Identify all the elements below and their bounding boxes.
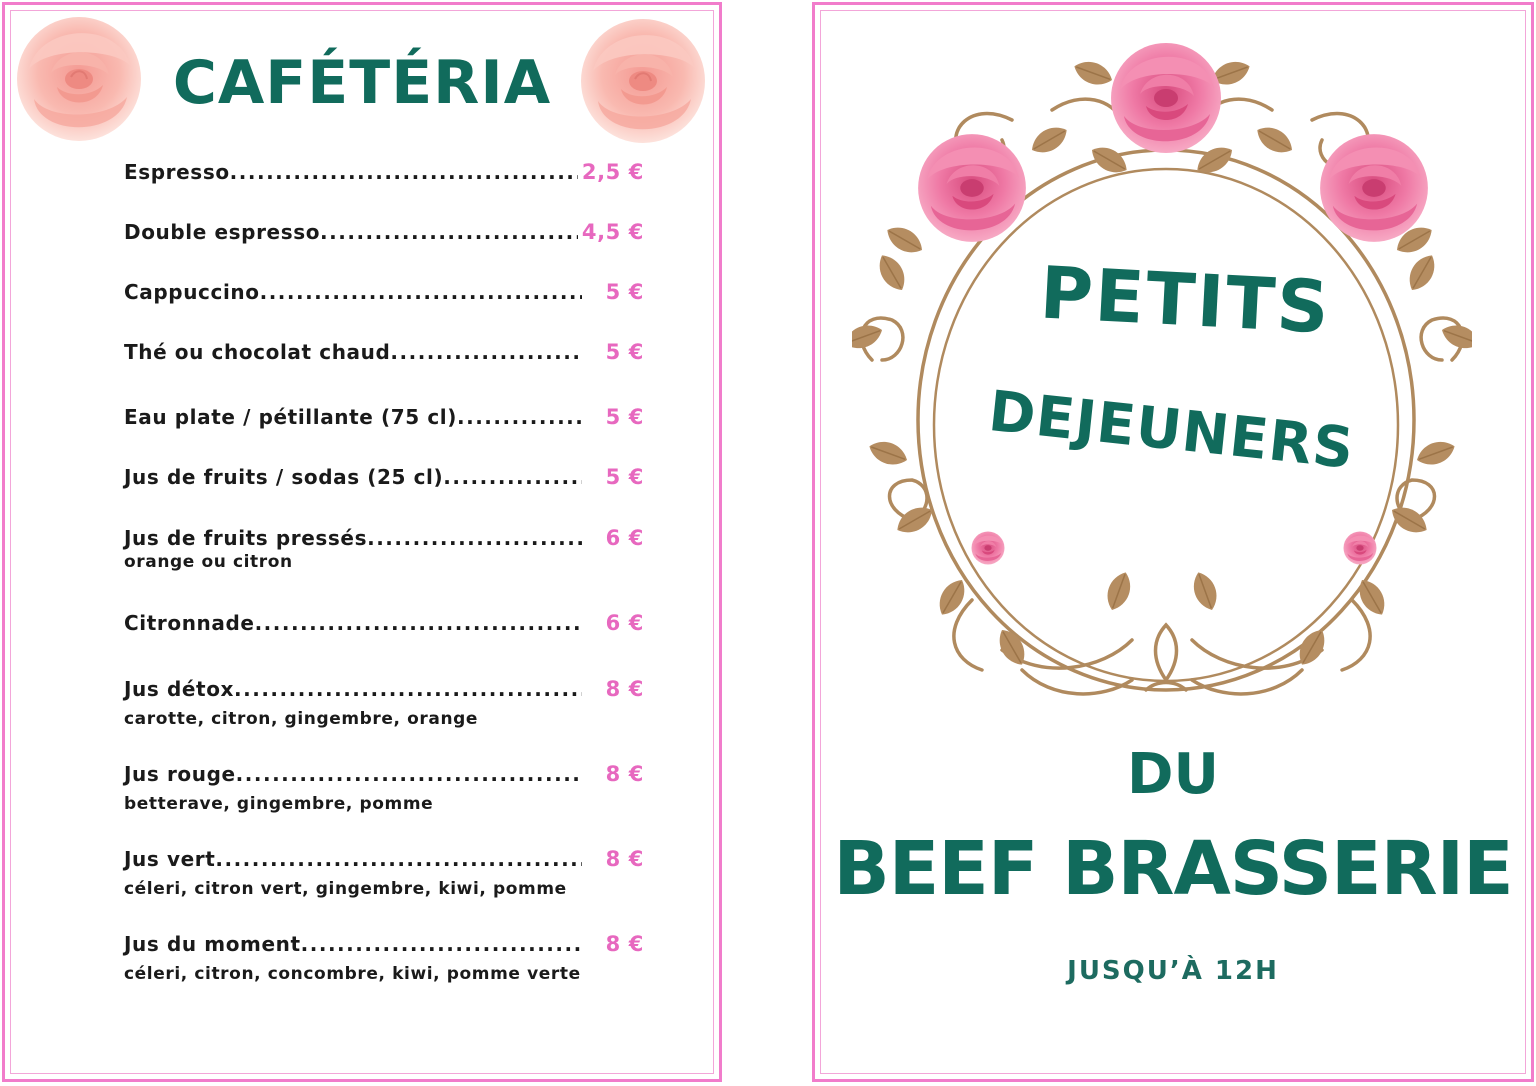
item-name: Jus rouge	[124, 762, 236, 786]
item-name: Jus de fruits pressés	[124, 526, 368, 550]
hours-text: JUSQU’À 12H	[1067, 956, 1279, 986]
menu-item	[124, 280, 644, 304]
menu-item	[124, 847, 644, 901]
rose-bud-icon	[972, 532, 1005, 565]
restaurant-name: BEEF BRASSERIE	[833, 826, 1513, 912]
item-description: betterave, gingembre, pomme	[124, 794, 434, 814]
item-name: Jus détox	[124, 677, 235, 701]
rose-icon	[1111, 43, 1221, 153]
item-name: Thé ou chocolat chaud	[124, 340, 391, 364]
item-price: 5 €	[605, 465, 644, 489]
floral-wreath-icon	[852, 40, 1472, 720]
title-petits: PETITS	[1038, 250, 1333, 350]
menu-item	[124, 405, 644, 429]
item-price: 8 €	[605, 847, 644, 871]
item-price: 5 €	[605, 405, 644, 429]
menu-item	[124, 526, 644, 574]
item-price: 8 €	[605, 932, 644, 956]
menu-item	[124, 220, 644, 244]
item-price: 8 €	[605, 677, 644, 701]
item-name: Double espresso	[124, 220, 321, 244]
item-name: Jus de fruits / sodas (25 cl)	[124, 465, 444, 489]
item-description: orange ou citron	[124, 552, 293, 572]
cafeteria-title: CAFÉTÉRIA	[172, 48, 552, 118]
item-price: 4,5 €	[581, 220, 644, 244]
menu-item	[124, 160, 644, 184]
menu-item	[124, 762, 644, 816]
item-price: 5 €	[605, 280, 644, 304]
item-name: Jus du moment	[124, 932, 301, 956]
item-name: Espresso	[124, 160, 230, 184]
item-price: 2,5 €	[581, 160, 644, 184]
rose-icon	[918, 134, 1026, 242]
menu-item	[124, 677, 644, 731]
item-name: Jus vert	[124, 847, 216, 871]
item-description: carotte, citron, gingembre, orange	[124, 709, 479, 729]
item-name: Eau plate / pétillante (75 cl)	[124, 405, 457, 429]
item-price: 8 €	[605, 762, 644, 786]
item-description: céleri, citron vert, gingembre, kiwi, pomme	[124, 879, 567, 899]
item-name: Citronnade	[124, 611, 255, 635]
menu-item	[124, 465, 644, 489]
item-price: 6 €	[605, 526, 644, 550]
item-description: céleri, citron, concombre, kiwi, pomme verte	[124, 964, 581, 984]
menu-item	[124, 932, 644, 986]
title-dejeuners: DEJEUNERS	[985, 379, 1358, 482]
item-price: 6 €	[605, 611, 644, 635]
menu-item	[124, 340, 644, 364]
rose-icon	[1320, 134, 1428, 242]
item-price: 5 €	[605, 340, 644, 364]
menu-item	[124, 611, 644, 635]
title-du: DU	[1127, 742, 1219, 807]
item-name: Cappuccino	[124, 280, 260, 304]
rose-bud-icon	[1344, 532, 1377, 565]
